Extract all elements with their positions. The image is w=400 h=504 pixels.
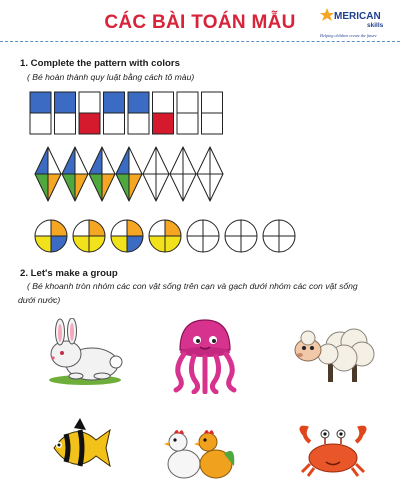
section2-subtitle-line1: ( Bé khoanh tròn nhóm các con vật sống trên cạn và gạch dưới nhóm các con vật sống [27,281,358,291]
logo-brand-word2: skills [367,22,384,29]
header-divider [0,41,400,42]
american-skills-logo [318,4,398,44]
pattern-circle-7 [263,220,295,252]
sheep-illustration [288,318,378,388]
pattern-diamond-4 [116,147,142,201]
pattern-circle-5 [187,220,219,252]
logo-brand: MERICAN [334,11,381,22]
section1-subtitle: ( Bé hoàn thành quy luật bằng cách tô màu) [27,72,195,82]
pattern-square-5 [128,92,149,134]
logo-tagline: Helping children create the future [320,33,377,38]
pattern-diamond-2 [62,147,88,201]
chickens-illustration [160,424,240,484]
section2-subtitle-line2: dưới nước) [18,295,61,305]
pattern-diamond-6 [170,147,196,201]
pattern-square-3 [79,92,100,134]
pattern-circle-3 [111,220,143,252]
pattern-area [0,86,400,256]
pattern-circle-6 [225,220,257,252]
pattern-diamond-1 [35,147,61,201]
pattern-square-6 [153,92,174,134]
pattern-square-1 [30,92,51,134]
pattern-square-8 [202,92,223,134]
pattern-diamond-3 [89,147,115,201]
pattern-diamond-5 [143,147,169,201]
pattern-square-4 [104,92,125,134]
circle-pattern-row [35,220,295,252]
square-pattern-row [30,92,223,134]
crab-illustration [296,424,370,480]
diamond-pattern-row [35,147,223,201]
fish-illustration [44,418,114,478]
page-title: CÁC BÀI TOÁN MẪU [104,12,296,33]
section2-heading: 2. Let's make a group [20,268,118,279]
pattern-circle-2 [73,220,105,252]
pattern-square-2 [55,92,76,134]
star-icon [320,8,334,21]
pattern-circle-1 [35,220,67,252]
rabbit-illustration [40,318,135,388]
section1-heading: 1. Complete the pattern with colors [20,58,180,69]
pattern-diamond-7 [197,147,223,201]
jellyfish-illustration [170,316,240,394]
pattern-square-7 [177,92,198,134]
pattern-circle-4 [149,220,181,252]
